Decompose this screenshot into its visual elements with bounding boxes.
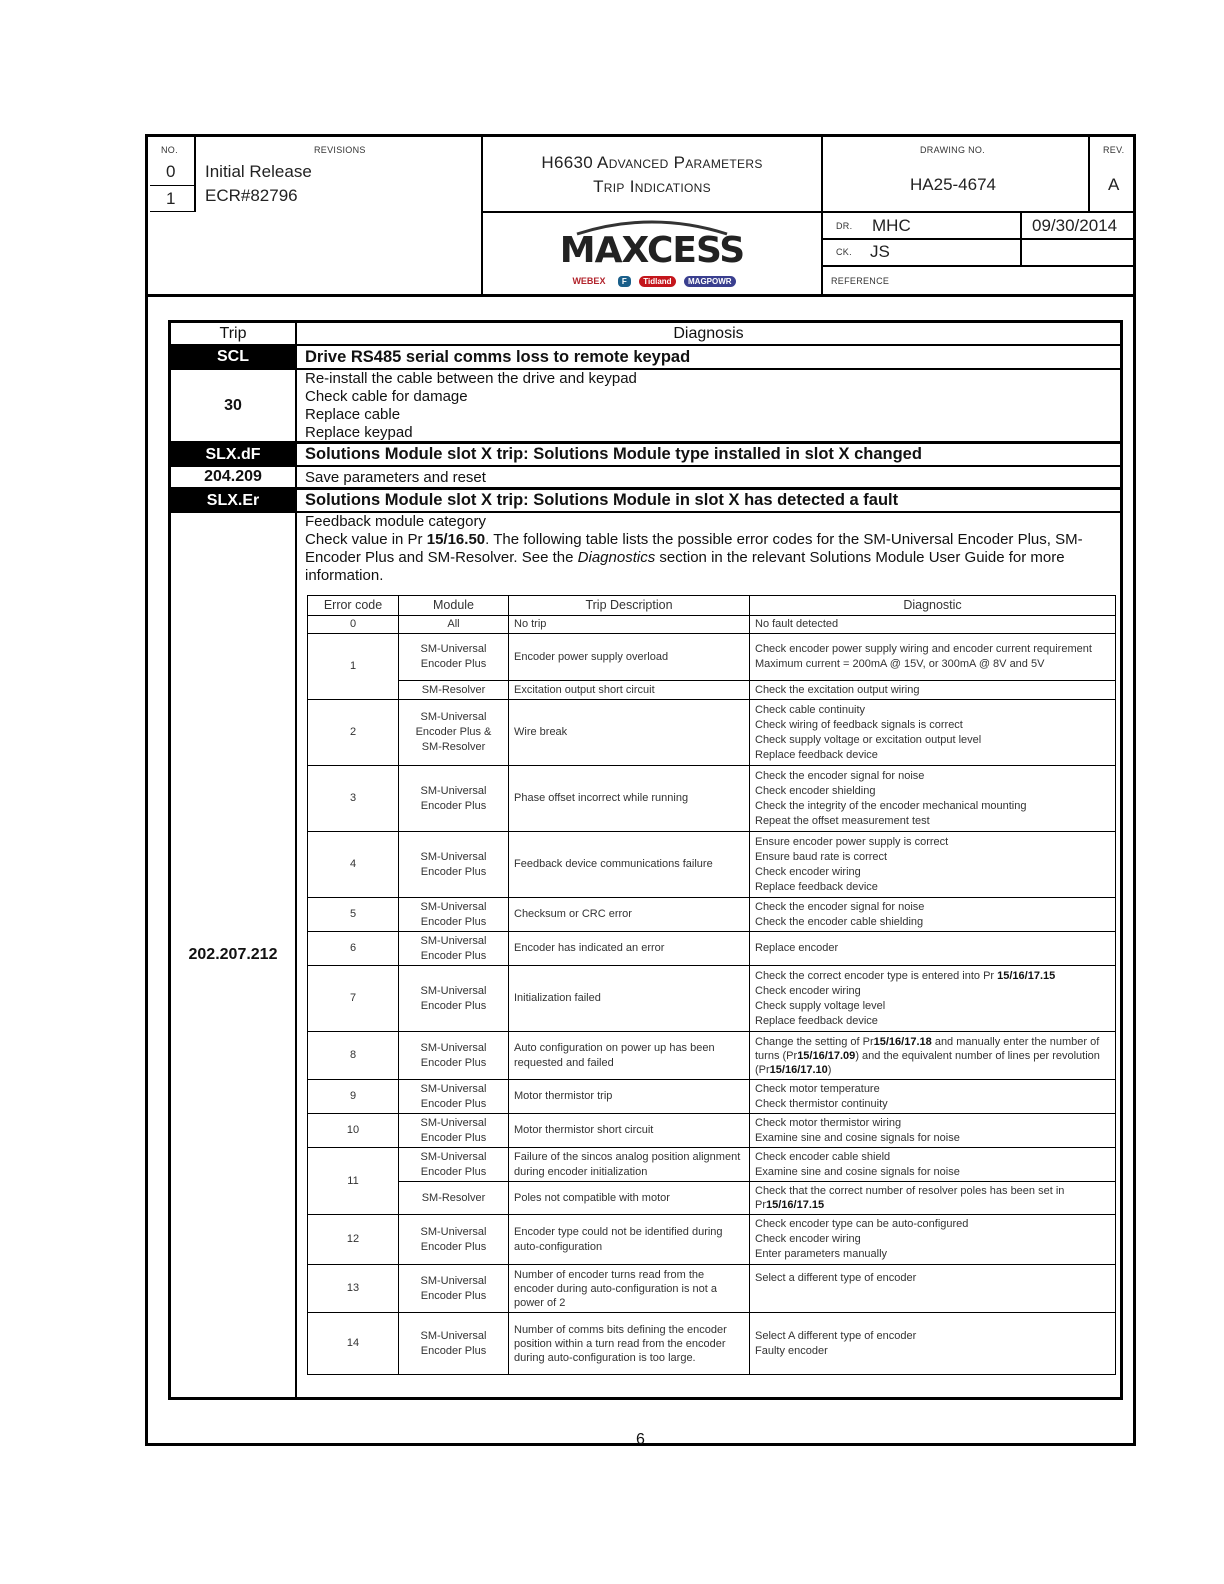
diagnostic [750,1080,1116,1114]
trip-description: Excitation output short circuit [509,681,750,700]
intro-italic: Diagnostics [577,549,656,566]
trip-table [168,320,1123,1400]
trip-description: No trip [509,616,750,634]
brand-row [483,271,821,289]
module: SM-Universal Encoder Plus [399,932,509,966]
module: SM-Universal Encoder Plus [399,1265,509,1313]
diag-text: Check the correct encoder type is entered into Pr [755,969,998,982]
diag-line: Check thermistor continuity [755,1097,888,1110]
diag-line: Replace feedback device [755,880,878,893]
diag-param: 15/16/17.18 [873,1035,932,1048]
error-code: 13 [308,1265,399,1313]
revision-no-0: 0 [166,162,176,181]
no-label: NO. [161,145,178,155]
error-code: 7 [308,966,399,1032]
diag-line: Check supply voltage level [755,999,886,1012]
drawing-no-label: DRAWING NO. [920,145,985,155]
diag-line: Check encoder wiring [755,984,861,997]
diag-line: Check encoder wiring [755,865,861,878]
trip-code-sldf: SLX.dF [171,444,297,465]
col-trip-description: Trip Description [509,596,750,616]
error-code: 11 [308,1148,399,1215]
module: SM-Universal Encoder Plus [399,1215,509,1265]
trip-description: Encoder power supply overload [509,634,750,681]
trip-description: Poles not compatible with motor [509,1182,750,1215]
table-row [308,898,1116,932]
reference-label: REFERENCE [831,276,890,286]
dr-value: MHC [872,216,911,235]
trip-row-scl [171,346,1120,370]
diag-line: Select A different type of encoder [755,1329,917,1342]
trip-title-scl: Drive RS485 serial comms loss to remote keypad [305,347,691,366]
error-code: 5 [308,898,399,932]
diag-line: Check the encoder cable shielding [755,915,924,928]
drawing-title [483,153,821,197]
diag-text: ) [827,1063,832,1076]
diag-text: ) and the equivalent number of lines per revolution (Pr [755,1049,1100,1076]
col-module: Module [399,596,509,616]
trip-code-sler: SLX.Er [171,490,297,511]
trip-description: Initialization failed [509,966,750,1032]
error-code: 14 [308,1313,399,1375]
trip-num-scl: 30 [171,370,297,441]
scl-line: Replace keypad [305,424,413,441]
trip-description: Auto configuration on power up has been requested and failed [509,1032,750,1080]
ck-value: JS [870,242,890,261]
table-row [308,1182,1116,1215]
table-row [308,1114,1116,1148]
trip-detail-sldf [171,467,1120,490]
diag-line: Ensure baud rate is correct [755,850,888,863]
intro-param: 15/16.50 [426,531,486,548]
trip-description: Encoder has indicated an error [509,932,750,966]
diag-line: Ensure encoder power supply is correct [755,835,949,848]
error-code: 9 [308,1080,399,1114]
trip-description: Encoder type could not be identified during auto-configuration [509,1215,750,1265]
table-row [308,1265,1116,1313]
scl-line: Re-install the cable between the drive and keypad [305,370,637,387]
diag-line: Check wiring of feedback signals is correct [755,718,963,731]
module: SM-Universal Encoder Plus [399,1032,509,1080]
maxcess-logo [483,214,821,292]
diag-line: Repeat the offset measurement test [755,814,930,827]
trip-table-header [171,323,1120,346]
diag-text: Change the setting of Pr [755,1035,874,1048]
table-row [308,766,1116,832]
table-row [308,832,1116,898]
brand-webex: WEBEX [568,275,609,287]
diag-line: Check the integrity of the encoder mechanical mounting [755,799,1027,812]
title-line-1: H6630 Advanced Parameters [541,153,763,172]
module: SM-Universal Encoder Plus [399,766,509,832]
table-row [308,700,1116,766]
module: SM-Universal Encoder Plus [399,1313,509,1375]
trip-row-sldf [171,444,1120,467]
diagnostic [750,1032,1116,1080]
error-code: 0 [308,616,399,634]
diag-line: Check encoder type can be auto-configured [755,1218,969,1230]
table-row [308,1215,1116,1265]
diag-line: Check encoder shielding [755,784,876,797]
trip-lines-scl [297,370,1120,441]
diagnostic: Check encoder power supply wiring and encoder current requirement Maximum current = 200mA @ 15V, or 300mA @ 8V and 5V [750,634,1116,681]
diag-line: Examine sine and cosine signals for noise [755,1165,960,1178]
diag-line: Check motor thermistor wiring [755,1116,902,1129]
diag-line: Examine sine and cosine signals for noise [755,1131,960,1144]
diag-param: 15/16/17.10 [769,1063,828,1076]
trip-row-sler [171,490,1120,513]
diag-line: Check the encoder signal for noise [755,900,925,913]
module: SM-Universal Encoder Plus [399,832,509,898]
diag-line [755,969,1110,984]
error-code-table [307,595,1116,1375]
sler-intro [297,513,1120,585]
intro-text: section in the relevant Solutions Module User Guide for more information. [305,549,1065,584]
dr-label: DR. [836,221,853,231]
diag-line: Replace feedback device [755,748,878,761]
scl-line: Check cable for damage [305,388,468,405]
diagnostic [750,1148,1116,1182]
trip-code-scl: SCL [171,346,297,368]
diag-text: and manually enter the number of turns (Pr [755,1035,1100,1062]
diag-param: 15/16/17.09 [797,1049,856,1062]
diag-line: Check the encoder signal for noise [755,769,925,782]
title-block [148,137,1133,297]
error-code: 12 [308,1215,399,1265]
diagnostic: Select a different type of encoder [750,1265,1116,1313]
module: SM-Resolver [399,681,509,700]
error-code: 10 [308,1114,399,1148]
diag-line: Check encoder cable shield [755,1150,891,1163]
scl-line: Replace cable [305,406,401,423]
title-line-2: Trip Indications [593,177,711,196]
revision-text-1: ECR#82796 [205,186,298,205]
module: SM-Universal Encoder Plus [399,1148,509,1182]
error-table-header [308,596,1116,616]
module: SM-Universal Encoder Plus [399,898,509,932]
brand-magpowr: MAGPOWR [684,276,736,287]
diagnostic [750,766,1116,832]
error-code: 1 [308,634,399,700]
revisions-label: REVISIONS [314,145,366,155]
trip-description: Number of comms bits defining the encoder position within a turn read from the encoder during auto-configuration is too large. [509,1313,750,1375]
trip-text-sldf: Save parameters and reset [305,468,486,486]
date-value: 09/30/2014 [1032,216,1118,235]
table-row [308,1148,1116,1182]
module: SM-Universal Encoder Plus [399,966,509,1032]
trip-description: Motor thermistor short circuit [509,1114,750,1148]
module: SM-Universal Encoder Plus [399,1114,509,1148]
diagnostic: Check the excitation output wiring [750,681,1116,700]
drawing-no: HA25-4674 [910,175,997,194]
diag-line: Check supply voltage or excitation output level [755,733,982,746]
table-row [308,1080,1116,1114]
drawing-sheet [145,134,1136,1446]
ck-label: CK. [836,247,852,257]
error-code: 6 [308,932,399,966]
intro-text: . The following table lists the possible error codes for the SM-Universal Encoder Plus, SM-Encoder Plus and SM-Resolver. See the [305,531,1083,566]
diagnostic: No fault detected [750,616,1116,634]
rev-value: A [1108,175,1120,194]
table-row [308,932,1116,966]
col-error-code: Error code [308,596,399,616]
header-diagnosis: Diagnosis [673,324,744,342]
diag-line: Check encoder wiring [755,1233,861,1245]
diag-line: Replace feedback device [755,1014,878,1027]
revision-text-0: Initial Release [205,162,312,181]
diag-line: Faulty encoder [755,1344,828,1357]
diagnostic [750,700,1116,766]
trip-description: Checksum or CRC error [509,898,750,932]
error-code: 8 [308,1032,399,1080]
table-row [308,681,1116,700]
diag-line: Check motor temperature [755,1082,880,1095]
brand-f: F [618,276,631,287]
error-code: 3 [308,766,399,832]
diagnostic [750,898,1116,932]
trip-description: Feedback device communications failure [509,832,750,898]
diag-line: Check cable continuity [755,703,866,716]
table-row [308,966,1116,1032]
diagnostic [750,1114,1116,1148]
diag-param: 15/16/17.15 [997,969,1056,982]
diag-line: Enter parameters manually [755,1248,888,1260]
error-code: 4 [308,832,399,898]
trip-description: Motor thermistor trip [509,1080,750,1114]
diagnostic [750,966,1116,1032]
table-row [308,616,1116,634]
module: SM-Universal Encoder Plus & SM-Resolver [399,700,509,766]
table-row [308,1032,1116,1080]
trip-title-sler: Solutions Module slot X trip: Solutions Module in slot X has detected a fault [305,491,899,509]
table-row [308,634,1116,681]
page-number: 6 [636,1431,645,1448]
rev-label: REV. [1103,145,1125,155]
header-trip: Trip [171,323,297,344]
sler-intro-line2 [305,531,1112,585]
diag-param: 15/16/17.15 [766,1199,825,1211]
trip-num-sldf: 204.209 [171,467,297,487]
diagnostic [750,1182,1116,1215]
module: SM-Resolver [399,1182,509,1215]
diagnostic: Replace encoder [750,932,1116,966]
trip-description: Number of encoder turns read from the encoder during auto-configuration is not a power of 2 [509,1265,750,1313]
trip-description: Phase offset incorrect while running [509,766,750,832]
logo-wordmark: MAXCESS [559,230,745,271]
trip-description: Wire break [509,700,750,766]
col-diagnostic: Diagnostic [750,596,1116,616]
module: SM-Universal Encoder Plus [399,1080,509,1114]
module: All [399,616,509,634]
diagnostic [750,1313,1116,1375]
trip-title-sldf: Solutions Module slot X trip: Solutions Module type installed in slot X changed [305,445,922,463]
error-code: 2 [308,700,399,766]
diag-text: Check that the correct number of resolver poles has been set in Pr [755,1185,1065,1211]
trip-description: Failure of the sincos analog position alignment during encoder initialization [509,1148,750,1182]
table-row [308,1313,1116,1375]
diagnostic [750,832,1116,898]
intro-text: Check value in Pr [305,531,427,548]
trip-detail-scl [171,370,1120,444]
module: SM-Universal Encoder Plus [399,634,509,681]
brand-tidland: Tidland [639,276,675,287]
diagnostic [750,1215,1116,1265]
sler-intro-line1: Feedback module category [305,513,486,530]
trip-num-sler: 202.207.212 [171,513,297,1397]
revision-no-1: 1 [166,189,176,208]
